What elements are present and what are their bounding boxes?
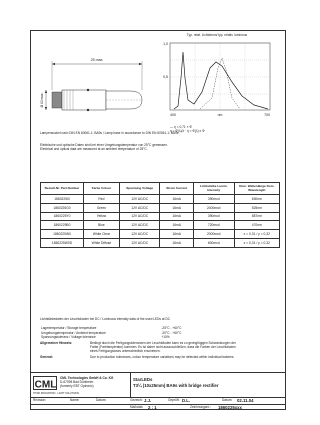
drawing-number-value: 1860225xxx	[218, 405, 242, 410]
spectrum-graph	[160, 38, 275, 126]
cell-intensity: 600mcd	[193, 238, 234, 247]
drawing-number-label: Zeichnungsnr.:	[190, 404, 211, 409]
cell-current: 16mA	[160, 230, 193, 239]
revision-date-label: Datum:	[96, 397, 107, 402]
lamp-contact	[52, 92, 62, 108]
header-voltage: Spannung Voltage	[119, 183, 160, 195]
cell-voltage: 12V AC/DC	[119, 238, 160, 247]
company-line-3: (formerly EBT Optronic)	[60, 384, 94, 388]
cell-current: 16mA	[160, 195, 193, 204]
table-row	[41, 212, 280, 221]
header-intensity: Lichtstärke Lumin. Intensity	[193, 183, 234, 195]
table-row	[41, 195, 280, 204]
table-row	[41, 230, 280, 239]
spectrum-curve-white	[174, 52, 268, 109]
dim-length-label: 25 max.	[90, 58, 104, 62]
spec-table	[40, 326, 200, 340]
checked-value: D.L.	[182, 398, 191, 403]
general-note-de: Bedingt durch die Fertigungstoleranzen der Leuchtdioden kann es zu geringfügigen Schwankungen der Farbe (Farbtemperatur) kommen. Es ist daher nicht auszuschließen, dass die Farben der Leuchtdioden eines Fertigungsloses unterschiedlich erscheinen.	[90, 341, 236, 353]
revision-label: Revision:	[33, 397, 47, 402]
cell-colour: Green	[84, 203, 120, 212]
cell-wavelength: 470nm	[234, 221, 279, 230]
drawn-value: J.J.	[144, 398, 152, 403]
dim-diameter-label: Ø 10 max.	[40, 92, 44, 108]
cell-part-number: 1860225Y0	[41, 212, 84, 221]
header-colour: Farbe Colour	[84, 183, 120, 195]
header-wavelength: Dom. Wellenlänge Dom. Wavelength	[234, 183, 279, 195]
product-name: StarLEDs	[133, 377, 153, 382]
graph-y-mid: 0,5	[163, 75, 168, 79]
cell-part-number: 1860225I0	[41, 195, 84, 204]
table-row	[41, 238, 280, 247]
table-row	[41, 203, 280, 212]
svg-text:CML: CML	[34, 379, 57, 390]
cell-current: 16mA	[160, 212, 193, 221]
general-note-label: Allgemeiner Hinweis:	[40, 341, 73, 345]
electrical-note-en: Electrical and optical data are measured at an ambient temperature of 25°C.	[40, 147, 148, 151]
cell-wavelength: x = 0,31 / y = 0,32	[234, 230, 279, 239]
title-block	[30, 372, 286, 411]
header-current: Strom Current	[160, 183, 193, 195]
graph-title: Typ. relat. Lichtstrom/ typ. relativ. luminous	[186, 33, 248, 37]
cell-current: 16mA	[160, 203, 193, 212]
graph-legend-1: — η = 0,71 × Φ	[170, 125, 192, 129]
cell-part-number: 1860225B0	[41, 221, 84, 230]
graph-y-max: 1,0	[163, 42, 168, 46]
spec-label: Lagertemperatur / Storage temperature	[41, 326, 97, 331]
electrical-note-de: Elektrische und optische Daten sind bei einer Umgebungstemperatur von 25°C gemessen.	[40, 143, 168, 147]
general-note-en: Due to production tolerances, colour temperature variations may be detected within individual batches.	[90, 355, 235, 359]
spec-value: -20°C - +60°C	[161, 330, 182, 335]
header-part-number: Bestell-Nr. Part Number	[41, 183, 84, 195]
cell-colour: White Clear	[84, 230, 120, 239]
table-row	[41, 221, 280, 230]
spec-label: Spannungstoleranz / Voltage tolerance	[41, 335, 96, 340]
cell-current: 16mA	[160, 238, 193, 247]
graph-x-start: 400	[170, 113, 176, 117]
company-line-2: D-67098 Bad Dürkheim	[60, 380, 94, 384]
graph-x-end: 700	[264, 113, 270, 117]
spec-value: +10%	[161, 335, 170, 340]
company-line-1: CML Technologies GmbH & Co. KG	[60, 376, 114, 380]
cml-tagline: THINK INNOVATION · LIGHT SOLUTIONS	[33, 392, 79, 395]
checked-label: Geprüft:	[168, 397, 180, 402]
cell-voltage: 12V AC/DC	[119, 230, 160, 239]
cell-wavelength: x = 0,31 / y = 0,32	[234, 238, 279, 247]
cell-voltage: 12V AC/DC	[119, 195, 160, 204]
cell-intensity: 2000mcd	[193, 230, 234, 239]
cml-logo	[33, 376, 57, 390]
cell-intensity: 390mcd	[193, 195, 234, 204]
cell-intensity: 720mcd	[193, 221, 234, 230]
lampsocket-note: Lampensockel nach DIN EN 60061-1: BA9s / Lamp base in accordance to DIN EN 60061-1: BA9s	[40, 131, 179, 135]
cell-wavelength: 630nm	[234, 195, 279, 204]
general-note-label-en: General:	[40, 355, 53, 359]
cml-logo-icon	[34, 377, 57, 390]
cell-colour: Blue	[84, 221, 120, 230]
cell-part-number: 1860225W0D	[41, 238, 84, 247]
spec-label: Umgebungstemperatur / Ambient temperature	[41, 330, 106, 335]
cell-wavelength: 525nm	[234, 203, 279, 212]
drawn-label: Gezeich:	[130, 397, 143, 402]
cell-current: 16mA	[160, 221, 193, 230]
cell-part-number: 1860225W0	[41, 230, 84, 239]
lamp-drawing	[40, 52, 150, 122]
cell-intensity: 390mcd	[193, 212, 234, 221]
intensity-note: Lichtstärkedaten der Leuchtdioden bei DC / Luminous intensity data of the used LEDs at DC	[40, 317, 171, 321]
cell-part-number: 1860225G0	[41, 203, 84, 212]
cell-intensity: 2400mcd	[193, 203, 234, 212]
cell-voltage: 12V AC/DC	[119, 212, 160, 221]
graph-x-unit: nm	[217, 113, 223, 117]
product-desc: T3¼ (10x25mm) BA9s with bridge rectifier	[133, 383, 219, 388]
spec-row	[40, 335, 200, 340]
lamp-base	[62, 90, 106, 110]
cell-colour: Red	[84, 195, 120, 204]
product-table	[40, 182, 280, 248]
scale-label: Maßstab:	[130, 404, 144, 409]
table-header-row	[41, 183, 280, 195]
spec-value: -25°C - +60°C	[161, 326, 182, 331]
cell-voltage: 12V AC/DC	[119, 221, 160, 230]
cell-wavelength: 587nm	[234, 212, 279, 221]
scale-value: 2 : 1	[148, 405, 157, 410]
date-label: Datum:	[222, 397, 233, 402]
cell-colour: Yellow	[84, 212, 120, 221]
revision-name-label: Name:	[70, 397, 80, 402]
cell-voltage: 12V AC/DC	[119, 203, 160, 212]
graph-legend-2: η = Φ(λ)/λ · η = Φ(λ) x Φ	[170, 129, 205, 133]
date-value: 02.11.04	[237, 398, 254, 403]
cell-colour: White Diffuse	[84, 238, 120, 247]
